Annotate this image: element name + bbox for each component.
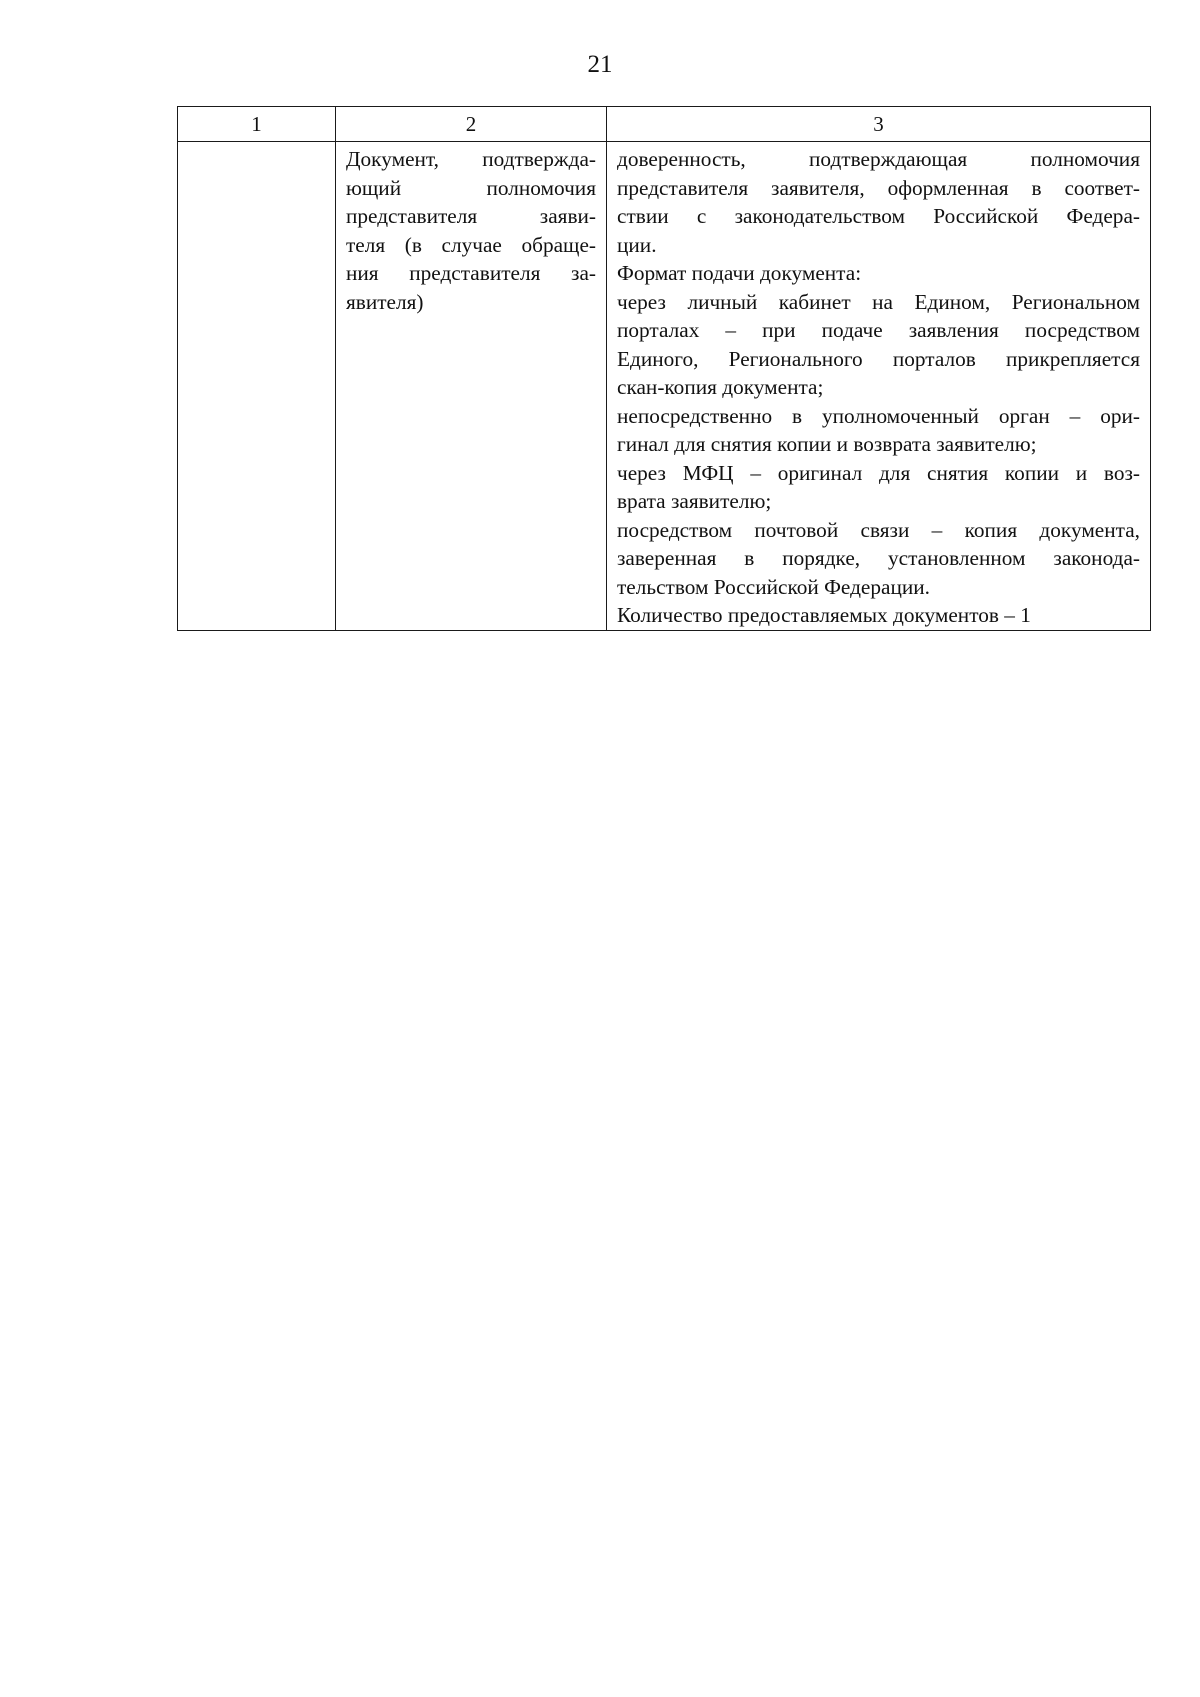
row-cell-2: [336, 142, 607, 631]
cell-3-line: тельством Российской Федерации.: [617, 574, 930, 599]
cell-3-line: посредством почтовой связи – копия документа,: [617, 517, 1140, 542]
column-header-2: 2: [336, 107, 607, 142]
cell-2-line: явителя): [346, 289, 424, 314]
table-header-row: [178, 107, 1151, 142]
cell-2-line: представителя заяви-: [346, 204, 596, 228]
cell-2-line: теля (в случае обраще-: [346, 232, 596, 257]
paragraph-submission-format: [617, 259, 1140, 288]
table-row: [178, 142, 1151, 631]
cell-3-line: Количество предоставляемых документов – 1: [617, 603, 1031, 627]
paragraph-power-of-attorney: [617, 145, 1140, 259]
paragraph-portal-submission: [617, 288, 1140, 402]
cell-3-line: представителя заявителя, оформленная в соответ-: [617, 175, 1140, 200]
cell-3-line: Единого, Регионального порталов прикрепляется: [617, 346, 1140, 371]
column-header-1: 1: [178, 107, 336, 142]
row-cell-3: [607, 142, 1151, 631]
cell-2-line: Документ, подтвержда-: [346, 147, 596, 171]
cell-3-line: порталах – при подаче заявления посредством: [617, 318, 1140, 342]
cell-3-line: непосредственно в уполномоченный орган – ори-: [617, 403, 1140, 428]
requirements-table: [177, 106, 1151, 631]
cell-3-line: врата заявителю;: [617, 489, 772, 513]
cell-3-line: ствии с законодательством Российской Федера-: [617, 204, 1140, 228]
cell-3-line: Формат подачи документа:: [617, 261, 862, 285]
cell-3-line: ции.: [617, 232, 657, 257]
page-number: 21: [587, 51, 613, 78]
cell-3-line: заверенная в порядке, установленном законода-: [617, 546, 1140, 570]
cell-3-line: скан-копия документа;: [617, 375, 824, 399]
cell-3-line: доверенность, подтверждающая полномочия: [617, 147, 1140, 171]
row-cell-1: [178, 142, 336, 631]
cell-3-line: гинал для снятия копии и возврата заявителю;: [617, 432, 1037, 456]
column-header-3: 3: [607, 107, 1151, 142]
cell-2-line: ния представителя за-: [346, 261, 596, 285]
cell-2-line: ющий полномочия: [346, 175, 596, 200]
paragraph-direct-submission: [617, 402, 1140, 459]
cell-3-line: через личный кабинет на Едином, Региональном: [617, 289, 1140, 314]
paragraph-mfc-submission: [617, 459, 1140, 516]
paragraph-postal-submission: [617, 516, 1140, 602]
cell-3-line: через МФЦ – оригинал для снятия копии и воз-: [617, 460, 1140, 485]
paragraph-document-count: [617, 601, 1140, 630]
